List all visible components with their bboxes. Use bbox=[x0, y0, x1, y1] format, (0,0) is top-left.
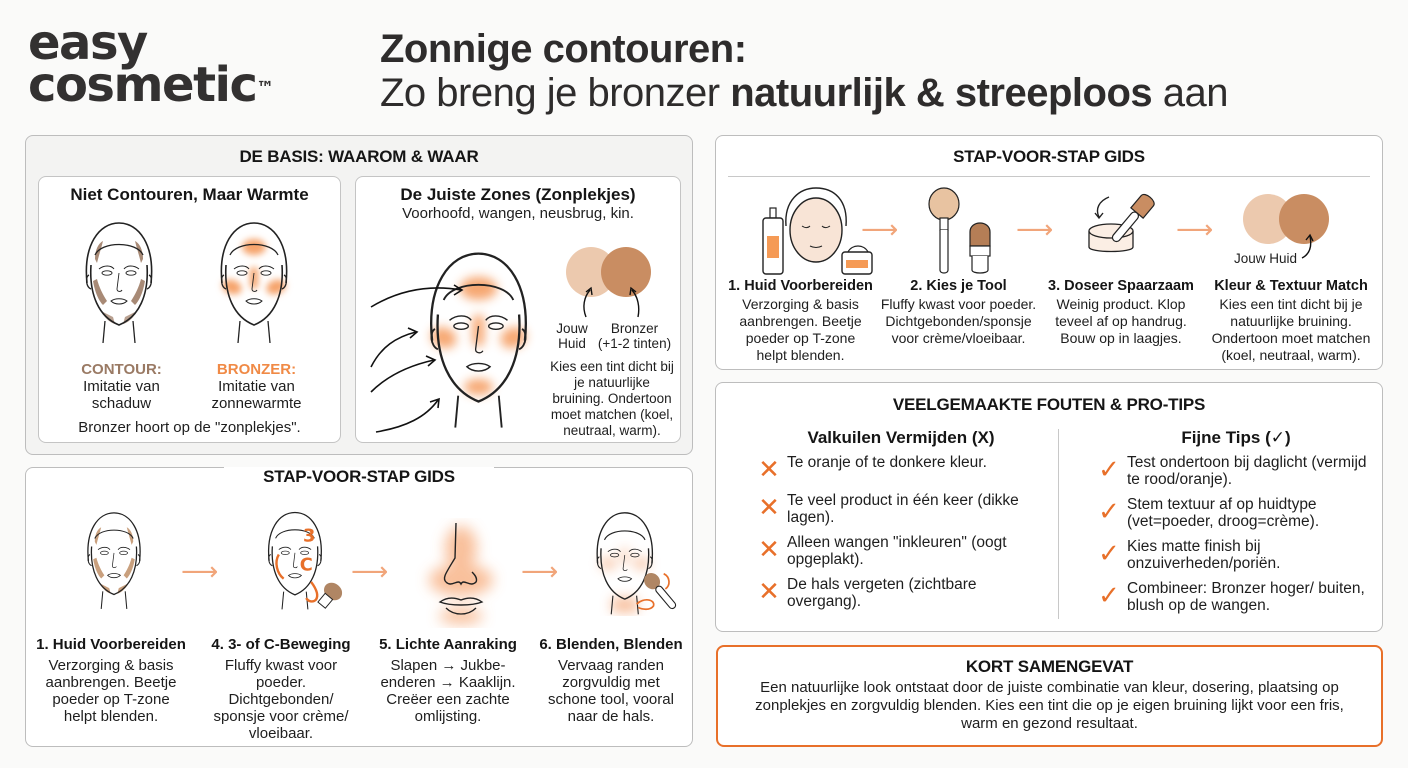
step-guide-bottom-texts bbox=[26, 636, 694, 746]
zones-face-illustration bbox=[366, 232, 551, 437]
motion-label-3: 3 bbox=[303, 526, 316, 547]
brushes-illustration bbox=[924, 186, 1004, 276]
step1-face-illustration bbox=[74, 506, 154, 611]
bronzer-desc-2: zonnewarmte bbox=[211, 395, 302, 412]
bottom-step-6-desc: Vervaag randen zorgvuldig met schone tool, vooral naar de hals. bbox=[548, 657, 674, 725]
bottom-step-5 bbox=[368, 636, 528, 725]
top-step-1-desc: Verzorging & basis aanbrengen. Beetje poeder op T-zone helpt blenden. bbox=[739, 296, 862, 363]
step-guide-panel-bottom bbox=[25, 467, 693, 747]
check-icon: ✓ bbox=[1098, 454, 1120, 484]
avoid-text: Te veel product in één keer (dikke lagen). bbox=[787, 492, 1019, 526]
top-step-3 bbox=[1041, 278, 1201, 347]
bottom-step-6 bbox=[531, 636, 691, 725]
contour-face-illustration bbox=[69, 215, 169, 345]
column-divider bbox=[1058, 429, 1059, 619]
contour-desc-2: schaduw bbox=[91, 395, 152, 412]
title-line2-b: aan bbox=[1152, 71, 1228, 115]
summary-text: Een natuurlijke look ontstaat door de juiste combinatie van kleur, dosering, plaatsing op zonplekjes en zorgvuldig blenden. Kies een tint die op je eigen bruining lijkt voor een fris, warm en gezond resultaat. bbox=[755, 679, 1344, 732]
top-step-arrow-3: ⟶ bbox=[1176, 214, 1214, 244]
cross-icon: ✕ bbox=[758, 454, 780, 484]
trademark-symbol: ™ bbox=[256, 78, 275, 99]
bottom-step-6-title: 6. Blenden, Blenden bbox=[539, 636, 683, 653]
brand-logo bbox=[28, 15, 275, 113]
bottom-step-1-desc: Verzorging & basis aanbrengen. Beetje poeder op T-zone helpt blenden. bbox=[45, 657, 177, 725]
summary-panel bbox=[716, 645, 1383, 747]
tip-item bbox=[1091, 538, 1381, 572]
logo-line1: easy bbox=[28, 15, 147, 71]
zones-card-title: De Juiste Zones (Zonplekjes) bbox=[400, 185, 636, 204]
title-line2-a: Zo breng je bronzer bbox=[380, 71, 731, 115]
warmth-card-title: Niet Contouren, Maar Warmte bbox=[70, 185, 309, 204]
bronzer-label: BRONZER: bbox=[216, 361, 297, 378]
mistakes-title: VEELGEMAAKTE FOUTEN & PRO-TIPS bbox=[892, 395, 1206, 414]
top-step-3-title: 3. Doseer Spaarzaam bbox=[1048, 278, 1194, 294]
avoid-text: Te oranje of te donkere kleur. bbox=[787, 454, 987, 471]
page-title bbox=[380, 28, 1228, 116]
cross-icon: ✕ bbox=[758, 534, 780, 564]
bronzer-label-1: Bronzer bbox=[610, 321, 659, 336]
bottom-step-4-desc: Fluffy kwast voor poeder. Dichtgebonden/ sponsje voor crème/ vloeibaar. bbox=[213, 657, 349, 742]
tip-text: Kies matte finish bij onzuiverheden/poriën. bbox=[1127, 538, 1281, 572]
step6-blend-illustration bbox=[574, 506, 684, 616]
tip-text: Combineer: Bronzer hoger/ buiten, blush op de wangen. bbox=[1127, 580, 1365, 614]
avoid-title: Valkuilen Vermijden (X) bbox=[807, 428, 995, 447]
title-line2 bbox=[380, 70, 1228, 116]
skincare-illustration bbox=[756, 186, 876, 276]
check-icon: ✓ bbox=[1098, 538, 1120, 568]
step-guide-bottom-title: STAP-VOOR-STAP GIDS bbox=[224, 467, 494, 487]
top-step-2-desc: Fluffy kwast voor poeder. Dichtgebonden/sponsje voor crème/vloeibaar. bbox=[880, 296, 1037, 346]
step-guide-panel-top bbox=[715, 135, 1383, 370]
basis-panel bbox=[25, 135, 693, 455]
contour-label: CONTOUR: bbox=[81, 361, 162, 378]
bottom-step-5-desc: Slapen → Jukbe-enderen → Kaaklijn. Creëer een zachte omlijsting. bbox=[380, 657, 516, 725]
step-guide-top-title: STAP-VOOR-STAP GIDS bbox=[953, 147, 1145, 166]
check-icon: ✓ bbox=[1098, 580, 1120, 610]
zones-card-subtitle: Voorhoofd, wangen, neusbrug, kin. bbox=[402, 205, 634, 222]
step-arrow-1: ⟶ bbox=[181, 556, 219, 586]
step5-nose-illustration bbox=[406, 518, 516, 628]
summary-title: KORT SAMENGEVAT bbox=[965, 657, 1134, 676]
bronzer-desc-1: Imitatie van bbox=[218, 378, 295, 395]
bronzer-label-2: (+1-2 tinten) bbox=[597, 336, 672, 351]
skin-swatch-label bbox=[552, 321, 592, 351]
avoid-text: Alleen wangen "inkleuren" (oogt opgeplakt). bbox=[787, 534, 1007, 568]
step-arrow-3: ⟶ bbox=[521, 556, 559, 586]
bottom-step-5-title: 5. Lichte Aanraking bbox=[379, 636, 517, 653]
top-step-1-title: 1. Huid Voorbereiden bbox=[728, 278, 873, 294]
bronzer-face-illustration bbox=[204, 215, 304, 345]
warmth-card-footer: Bronzer hoort op de "zonplekjes". bbox=[78, 419, 301, 436]
mistakes-tips-panel bbox=[715, 382, 1383, 632]
top-step-arrow-2: ⟶ bbox=[1016, 214, 1054, 244]
zones-card bbox=[355, 176, 681, 443]
contour-caption bbox=[59, 362, 184, 412]
tips-title: Fijne Tips (✓) bbox=[1181, 428, 1291, 447]
top-step-2-title: 2. Kies je Tool bbox=[910, 278, 1007, 294]
skin-label-2: Huid bbox=[558, 336, 586, 351]
logo-line2: cosmetic bbox=[28, 57, 257, 113]
step-arrow-2: ⟶ bbox=[351, 556, 389, 586]
bottom-step-4-title: 4. 3- of C-Beweging bbox=[211, 636, 351, 653]
top-step-3-desc: Weinig product. Klop teveel af op handrug. Bouw op in laagjes. bbox=[1055, 296, 1187, 346]
dosing-illustration bbox=[1081, 191, 1166, 256]
avoid-item bbox=[751, 454, 1051, 484]
tip-text: Test ondertoon bij daglicht (vermijd te rood/oranje). bbox=[1127, 454, 1367, 488]
avoid-column bbox=[751, 428, 1051, 618]
warmth-card bbox=[38, 176, 341, 443]
top-step-2 bbox=[876, 278, 1041, 347]
motion-label-c: C bbox=[299, 555, 313, 576]
top-swatch-label: Jouw Huid bbox=[1234, 251, 1298, 266]
top-step-4 bbox=[1206, 278, 1376, 364]
check-icon: ✓ bbox=[1098, 496, 1120, 526]
top-step-arrow-1: ⟶ bbox=[861, 214, 899, 244]
tip-item bbox=[1091, 496, 1381, 530]
cross-icon: ✕ bbox=[758, 492, 780, 522]
step4-face-illustration bbox=[244, 506, 354, 611]
divider bbox=[728, 176, 1370, 177]
avoid-item bbox=[751, 492, 1051, 526]
swatch-arrows bbox=[566, 282, 656, 322]
title-line2-bold: natuurlijk & streeploos bbox=[730, 71, 1153, 115]
top-step-4-desc: Kies een tint dicht bij je natuurlijke bruining. Ondertoon moet matchen (koel, neutraal, warm). bbox=[1211, 296, 1371, 363]
bronzer-caption bbox=[194, 362, 319, 412]
bottom-step-1 bbox=[31, 636, 191, 725]
contour-desc-1: Imitatie van bbox=[83, 378, 160, 395]
bottom-step-4 bbox=[196, 636, 366, 742]
avoid-item bbox=[751, 576, 1051, 610]
swatch-pointer-arrow bbox=[1298, 232, 1318, 262]
tips-column bbox=[1091, 428, 1381, 622]
tip-item bbox=[1091, 580, 1381, 614]
title-line1: Zonnige contouren: bbox=[380, 27, 747, 71]
skin-label-1: Jouw bbox=[556, 321, 588, 336]
tip-item bbox=[1091, 454, 1381, 488]
avoid-text: De hals vergeten (zichtbare overgang). bbox=[787, 576, 977, 610]
zones-desc: Kies een tint dicht bij je natuurlijke bruining. Ondertoon moet matchen (koel, neutraal, warm). bbox=[550, 359, 674, 438]
bronzer-swatch-label bbox=[592, 321, 677, 351]
avoid-item bbox=[751, 534, 1051, 568]
top-step-4-title: Kleur & Textuur Match bbox=[1214, 278, 1368, 294]
tip-text: Stem textuur af op huidtype (vet=poeder, droog=crème). bbox=[1127, 496, 1320, 530]
cross-icon: ✕ bbox=[758, 576, 780, 606]
basis-title: DE BASIS: WAAROM & WAAR bbox=[239, 147, 479, 166]
bottom-step-1-title: 1. Huid Voorbereiden bbox=[36, 636, 186, 653]
top-step-1 bbox=[718, 278, 883, 364]
